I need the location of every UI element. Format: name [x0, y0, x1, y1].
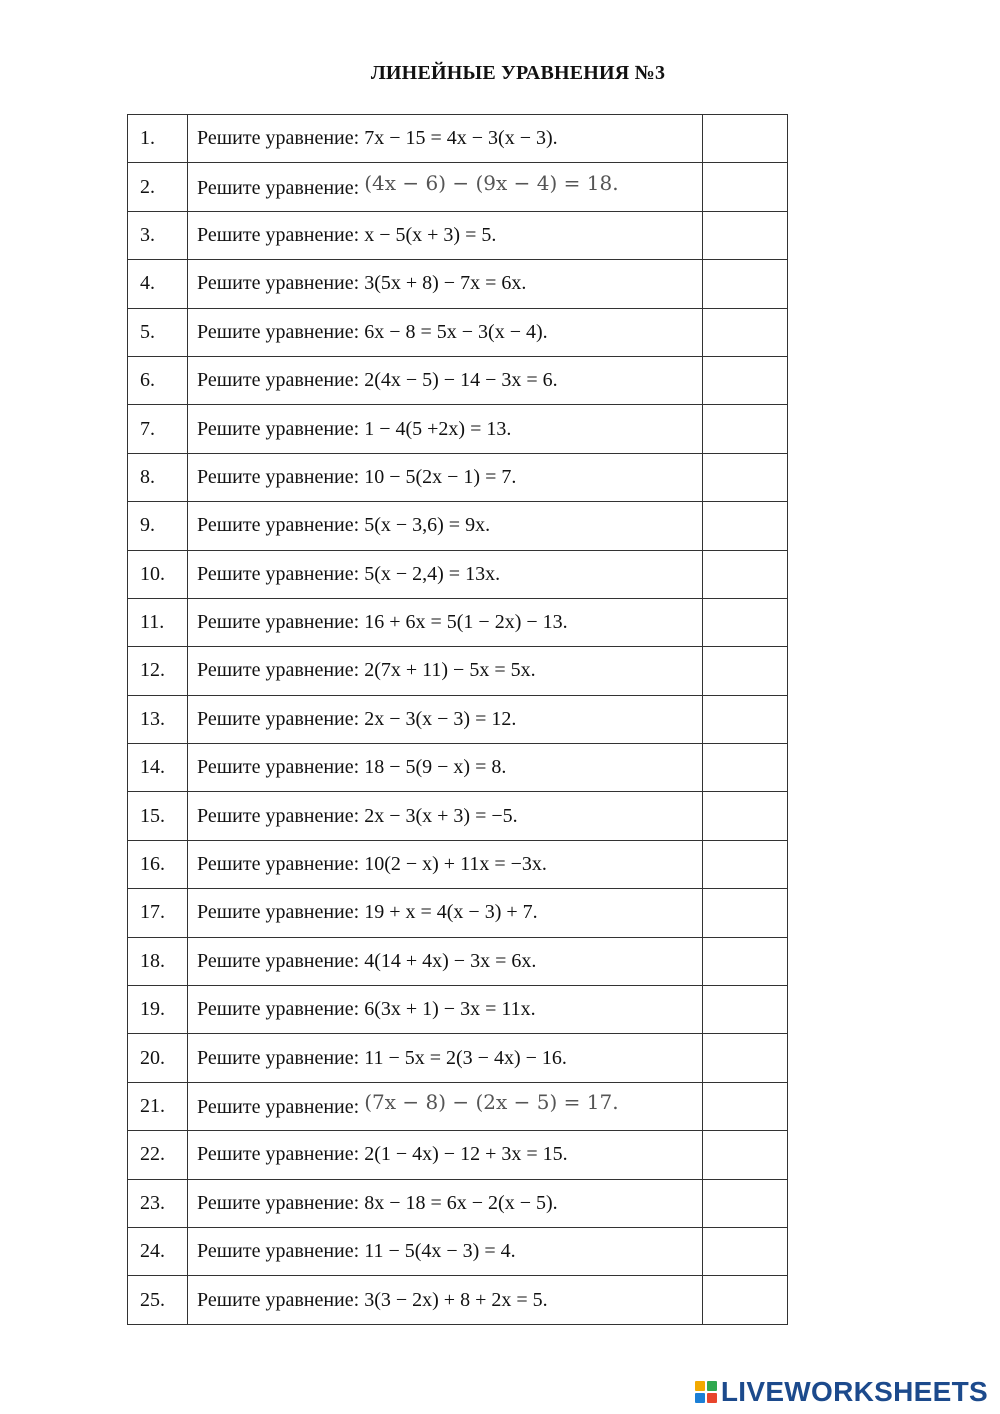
logo-square-2	[707, 1381, 717, 1391]
answer-field[interactable]	[703, 211, 788, 259]
answer-field[interactable]	[703, 453, 788, 501]
task-row	[128, 453, 788, 501]
task-text	[188, 453, 703, 501]
task-equation: 4(14 + 4x) − 3x = 6x.	[364, 949, 537, 972]
task-number: 11.	[128, 598, 188, 646]
task-prefix: Решите уравнение:	[197, 659, 360, 682]
task-number: 17.	[128, 889, 188, 937]
answer-field[interactable]	[703, 1179, 788, 1227]
task-number: 5.	[128, 308, 188, 356]
answer-field[interactable]	[703, 889, 788, 937]
logo-square-1	[695, 1381, 705, 1391]
task-equation: 18 − 5(9 − x) = 8.	[364, 756, 507, 779]
task-equation: 5(x − 3,6) = 9x.	[364, 514, 491, 537]
task-number: 9.	[128, 502, 188, 550]
task-equation: 10 − 5(2x − 1) = 7.	[364, 465, 517, 488]
task-prefix: Решите уравнение:	[197, 127, 360, 150]
task-equation: 11 − 5(4x − 3) = 4.	[364, 1240, 516, 1263]
task-row	[128, 1034, 788, 1082]
task-row	[128, 647, 788, 695]
logo-text: LIVEWORKSHEETS	[720, 1376, 988, 1407]
task-prefix: Решите уравнение:	[197, 369, 360, 392]
liveworksheets-logo	[695, 1376, 988, 1408]
task-equation: 5(x − 2,4) = 13x.	[364, 562, 501, 585]
task-row	[128, 889, 788, 937]
task-text	[188, 889, 703, 937]
task-row	[128, 937, 788, 985]
task-equation: 3(5x + 8) − 7x = 6x.	[364, 272, 527, 295]
task-number: 1.	[128, 115, 188, 163]
answer-field[interactable]	[703, 1227, 788, 1275]
task-number: 25.	[128, 1276, 188, 1324]
task-row	[128, 260, 788, 308]
task-prefix: Решите уравнение:	[197, 514, 360, 537]
task-equation: 3(3 − 2x) + 8 + 2x = 5.	[364, 1288, 548, 1311]
answer-field[interactable]	[703, 260, 788, 308]
task-prefix: Решите уравнение:	[197, 465, 360, 488]
task-text	[188, 937, 703, 985]
task-equation: 8x − 18 = 6x − 2(x − 5).	[364, 1191, 558, 1214]
task-equation: 6x − 8 = 5x − 3(x − 4).	[364, 320, 548, 343]
answer-field[interactable]	[703, 792, 788, 840]
task-prefix: Решите уравнение:	[197, 1288, 360, 1311]
task-row	[128, 744, 788, 792]
answer-field[interactable]	[703, 1082, 788, 1130]
answer-field[interactable]	[703, 744, 788, 792]
task-text	[188, 1034, 703, 1082]
task-prefix: Решите уравнение:	[197, 1046, 360, 1069]
task-row	[128, 115, 788, 163]
task-prefix: Решите уравнение:	[197, 320, 360, 343]
task-equation: 2(4x − 5) − 14 − 3x = 6.	[364, 369, 558, 392]
answer-field[interactable]	[703, 356, 788, 404]
task-row	[128, 163, 788, 211]
task-prefix: Решите уравнение:	[197, 756, 360, 779]
answer-field[interactable]	[703, 1276, 788, 1324]
task-prefix: Решите уравнение:	[197, 417, 360, 440]
answer-field[interactable]	[703, 840, 788, 888]
task-equation: 2x − 3(x − 3) = 12.	[364, 707, 517, 730]
task-number: 6.	[128, 356, 188, 404]
task-row	[128, 1227, 788, 1275]
task-prefix: Решите уравнение:	[197, 1143, 360, 1166]
task-number: 4.	[128, 260, 188, 308]
task-prefix: Решите уравнение:	[197, 998, 360, 1021]
task-number: 15.	[128, 792, 188, 840]
task-row	[128, 986, 788, 1034]
task-number: 24.	[128, 1227, 188, 1275]
task-equation: 11 − 5x = 2(3 − 4x) − 16.	[364, 1046, 567, 1069]
task-row	[128, 308, 788, 356]
task-row	[128, 792, 788, 840]
task-row	[128, 502, 788, 550]
task-text	[188, 502, 703, 550]
task-number: 10.	[128, 550, 188, 598]
answer-field[interactable]	[703, 937, 788, 985]
answer-field[interactable]	[703, 647, 788, 695]
task-text	[188, 792, 703, 840]
task-number: 14.	[128, 744, 188, 792]
answer-field[interactable]	[703, 308, 788, 356]
task-prefix: Решите уравнение:	[197, 901, 360, 924]
task-row	[128, 598, 788, 646]
task-equation: 2(1 − 4x) − 12 + 3x = 15.	[364, 1143, 568, 1166]
task-prefix: Решите уравнение:	[197, 1240, 360, 1263]
task-number: 7.	[128, 405, 188, 453]
task-number: 20.	[128, 1034, 188, 1082]
task-prefix: Решите уравнение:	[197, 611, 360, 634]
task-row	[128, 1276, 788, 1324]
task-prefix: Решите уравнение:	[197, 1191, 360, 1214]
task-row	[128, 1082, 788, 1130]
task-row	[128, 211, 788, 259]
task-prefix: Решите уравнение:	[197, 272, 360, 295]
task-equation: 1 − 4(5 +2x) = 13.	[364, 417, 512, 440]
task-equation: 19 + x = 4(x − 3) + 7.	[364, 901, 538, 924]
task-prefix: Решите уравнение:	[197, 804, 360, 827]
task-text	[188, 1227, 703, 1275]
task-number: 22.	[128, 1131, 188, 1179]
task-equation: 10(2 − x) + 11x = −3x.	[364, 853, 547, 876]
logo-square-3	[695, 1393, 705, 1403]
answer-field[interactable]	[703, 986, 788, 1034]
task-text	[188, 1082, 703, 1130]
tasks-table	[127, 114, 788, 1325]
task-text	[188, 986, 703, 1034]
answer-field[interactable]	[703, 550, 788, 598]
task-text	[188, 308, 703, 356]
task-equation: 16 + 6x = 5(1 − 2x) − 13.	[364, 611, 568, 634]
task-equation: 2x − 3(x + 3) = −5.	[364, 804, 518, 827]
task-row	[128, 1179, 788, 1227]
task-number: 3.	[128, 211, 188, 259]
answer-field[interactable]	[703, 695, 788, 743]
task-text	[188, 840, 703, 888]
task-number: 21.	[128, 1082, 188, 1130]
task-text	[188, 405, 703, 453]
task-text	[188, 647, 703, 695]
task-text	[188, 115, 703, 163]
task-number: 2.	[128, 163, 188, 211]
task-text	[188, 211, 703, 259]
logo-square-4	[707, 1393, 717, 1403]
task-prefix: Решите уравнение:	[197, 949, 360, 972]
task-text	[188, 1179, 703, 1227]
task-prefix: Решите уравнение:	[197, 223, 360, 246]
task-text	[188, 356, 703, 404]
task-text	[188, 1276, 703, 1324]
task-text	[188, 1131, 703, 1179]
task-row	[128, 405, 788, 453]
task-prefix: Решите уравнение:	[197, 707, 360, 730]
task-text	[188, 695, 703, 743]
task-text	[188, 598, 703, 646]
task-row	[128, 356, 788, 404]
worksheet-title: ЛИНЕЙНЫЕ УРАВНЕНИЯ №3	[370, 62, 666, 84]
answer-field[interactable]	[703, 1034, 788, 1082]
answer-field[interactable]	[703, 1131, 788, 1179]
task-row	[128, 550, 788, 598]
task-text	[188, 260, 703, 308]
task-prefix: Решите уравнение:	[197, 176, 360, 199]
task-equation: (7x − 8) − (2x − 5) = 17.	[364, 1090, 619, 1114]
task-equation: (4x − 6) − (9x − 4) = 18.	[364, 170, 619, 195]
task-number: 12.	[128, 647, 188, 695]
answer-field[interactable]	[703, 502, 788, 550]
task-number: 18.	[128, 937, 188, 985]
task-equation: x − 5(x + 3) = 5.	[364, 223, 497, 246]
task-number: 16.	[128, 840, 188, 888]
task-equation: 7x − 15 = 4x − 3(x − 3).	[364, 127, 558, 150]
answer-field[interactable]	[703, 163, 788, 211]
task-equation: 2(7x + 11) − 5x = 5x.	[364, 659, 536, 682]
task-number: 19.	[128, 986, 188, 1034]
answer-field[interactable]	[703, 115, 788, 163]
tasks-table-body	[128, 115, 788, 1325]
task-row	[128, 1131, 788, 1179]
task-number: 23.	[128, 1179, 188, 1227]
task-row	[128, 695, 788, 743]
task-text	[188, 744, 703, 792]
task-prefix: Решите уравнение:	[197, 853, 360, 876]
task-prefix: Решите уравнение:	[197, 562, 360, 585]
task-text	[188, 163, 703, 211]
task-number: 8.	[128, 453, 188, 501]
task-text	[188, 550, 703, 598]
task-prefix: Решите уравнение:	[197, 1096, 360, 1118]
task-number: 13.	[128, 695, 188, 743]
answer-field[interactable]	[703, 598, 788, 646]
task-row	[128, 840, 788, 888]
answer-field[interactable]	[703, 405, 788, 453]
logo-grid-icon	[695, 1381, 717, 1403]
task-equation: 6(3x + 1) − 3x = 11x.	[364, 998, 536, 1021]
